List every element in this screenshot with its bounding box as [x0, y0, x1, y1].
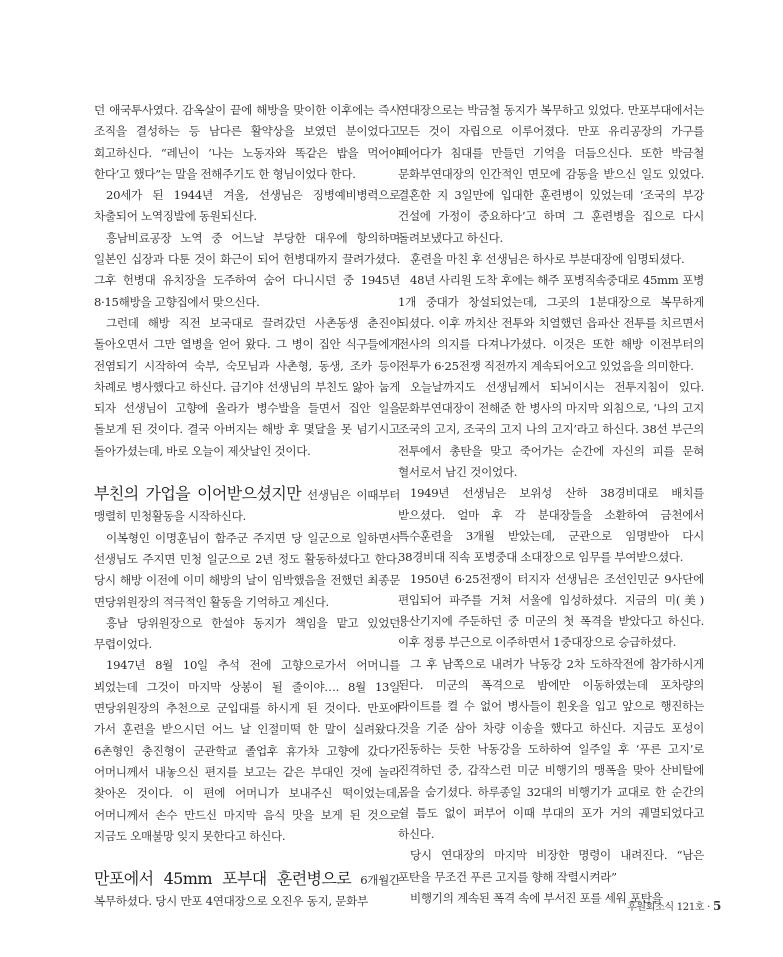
- paragraph: 1949년 선생님은 보위성 산하 38경비대로 배치를 받으셨다. 얼마 후 각 분대장들을 소환하여 금천에서 특수훈련을 3개월 받았는데, 군관으로 임명받아 다시 38경비대 직속 포병중대 소대장으로 임무를 부여받으셨다.: [398, 486, 704, 565]
- publication-name: 후원회소식 121호: [627, 902, 705, 913]
- paragraph: 48년 사리원 도착 후에는 해주 포병직속중대로 45mm 포병 1개 중대가 창설되었는데, 그곳의 1분대장으로 복무하게 되셨다. 이후 까치산 전투와 치열했던 읍파산 전투를 치르면서 전사의 의지를 다져나가셨다. 이것은 또한 해방 이전부터의 전투가 6·25전쟁 직전까지 계속되어오고 있었음을 의미한다.: [398, 273, 704, 373]
- section-lead-text: 선생님은 이때부터 맹렬히 민청활동을 시작하신다.: [94, 488, 400, 524]
- paragraph: 흥남 당위원장으로 한설야 동지가 책임을 맡고 있었던 무렵이었다.: [94, 615, 400, 652]
- paragraph: 이복형인 이명훈님이 함주군 주지면 당 일군으로 일하면서 선생님도 주지면 민청 일군으로 2년 정도 활동하셨다고 한다. 당시 해방 이전에 이미 해방의 날이 임박했음을 전했던 최종문 면당위원장의 적극적인 활동을 기억하고 계신다.: [94, 530, 400, 609]
- paragraph: 오늘날까지도 선생님께서 되뇌이시는 전투지침이 있다. 문화부연대장이 전해준 한 병사의 마지막 외침으로, ‘나의 고지 조국의 고지, 조국의 고지 나의 고지’라고 하신다. 38선 부근의 전투에서 총탄을 맞고 죽어가는 순간에 자신의 피를 문혀 혈서로서 남긴 것이었다.: [398, 379, 704, 480]
- paragraph: 20세가 된 1944년 겨울, 선생님은 징병예비병력으로 차출되어 노역징발에 동원되신다.: [94, 188, 400, 224]
- page-footer: [627, 898, 721, 913]
- right-column: [398, 100, 704, 909]
- section-heading: 부친의 가업을 이어받으셨지만: [94, 484, 302, 504]
- paragraph: 당시 연대장의 마지막 비장한 명령이 내려진다. “남은 포탄을 무조건 푸른 고지를 향해 작렬시켜라”: [398, 848, 704, 884]
- section-heading: 만포에서 45mm 포부대 훈련병으로: [94, 869, 352, 889]
- footer-separator: ·: [704, 902, 713, 913]
- left-column: [94, 100, 400, 913]
- paragraph: 던 애국투사였다. 감옥살이 끝에 해방을 맞이한 이후에는 즉시 조직을 결성하는 등 남다른 활약상을 보였던 분이었다고 회고하신다. “레닌이 ‘나는 노동자와 똑같은 밥을 먹어야 한다’고 했다”는 말을 전해주기도 한 형님이었다 한다.: [94, 103, 400, 181]
- paragraph: 1950년 6·25전쟁이 터지자 선생님은 조선인민군 9사단에 편입되어 파주를 거쳐 서울에 입성하셨다. 지금의 미(美)용산기지에 주둔하던 중 미군의 첫 폭격을 받았다고 하신다. 이후 정릉 부근으로 이주하면서 1중대장으로 승급하셨다.: [398, 571, 704, 650]
- paragraph: 흥남비료공장 노역 중 어느날 부당한 대우에 항의하며 일본인 십장과 다툰 것이 화근이 되어 헌병대까지 끌려가셨다. 그후 헌병대 유치장을 도주하여 숨어 다니시던 중 1945년 8·15해방을 고향집에서 맞으신다.: [94, 230, 400, 309]
- paragraph: 훈련을 마친 후 선생님은 하사로 부분대장에 임명되셨다.: [410, 252, 685, 267]
- paragraph: 그런데 해방 직전 보국대로 끌려갔던 사촌동생 춘진이 돌아오면서 그만 열병을 얻어 왔다. 그 병이 집안 식구들에게 전염되기 시작하여 숙부, 숙모님과 사촌형, 동생, 조카 등이 차례로 병사했다고 하신다. 급기야 선생님의 부친도 앓아 눕게 되자 선생님이 고향에 올라가 병수발을 들면서 집안 일을 돌보게 된 것이다. 결국 아버지는 해방 후 몇달을 못 넘기시고 돌아가셨는데, 바로 오늘이 제삿날인 것이다.: [94, 315, 400, 458]
- paragraph: 비행기의 계속된 폭격 속에 부서진 포를 세워 포탄을: [410, 890, 663, 905]
- paragraph: 연대장으로는 박금철 동지가 복무하고 있었다. 만포부대에서는 모든 것이 자립으로 이루어졌다. 만포 유리공장의 가구를 떼어다가 침대를 만들던 기억을 더듬으신다. 또한 박금철 문화부연대장의 인간적인 면모에 감동을 받으신 일도 있었다. 결혼한 지 3일만에 입대한 훈련병이 있었는데 ‘조국의 부강 건설에 가정이 중요하다’고 하며 그 훈련병을 집으로 다시 돌려보냈다고 하신다.: [398, 103, 704, 245]
- section-paragraph: [94, 868, 400, 913]
- page-number: 5: [712, 899, 721, 913]
- paragraph: 1947년 8월 10일 추석 전에 고향으로가서 어머니를 뵈었는데 그것이 마지막 상봉이 될 줄이야…. 8월 13일 면당위원장의 추천으로 군입대를 하시게 된 것이다. 만포에 가서 훈련을 받으시던 어느 날 인절미떡 한 말이 실려왔다. 6촌형인 충진형이 군관학교 졸업후 휴가차 고향에 갔다가 어머니께서 내놓으신 편지를 보고는 같은 부대인 것에 놀라 찾아온 것이다. 이 편에 어머니가 보내주신 떡이었는데, 어머니께서 손수 만드신 마지막 음식 맛을 보게 된 것으로 지금도 오매불망 잊지 못한다고 하신다.: [94, 658, 400, 843]
- paragraph: 그 후 남쪽으로 내려가 낙동강 2차 도하작전에 참가하시게 된다. 미군의 폭격으로 밤에만 이동하였는데 포차량의 라이트를 켤 수 없어 병사들이 흰옷을 입고 앞으로 행진하는 것을 기준 삼아 차량 이송을 했다고 하신다. 지금도 포성이 진동하는 듯한 낙동강을 도하하여 일주일 후 ‘푸른 고지’로 진격하던 중, 갑작스런 미군 비행기의 맹폭을 맞아 산비탈에 몸을 숨기셨다. 하루종일 32대의 비행기가 교대로 한 순간의 쉴 틈도 없이 퍼부어 이때 부대의 포가 거의 궤멸되었다고 하신다.: [398, 656, 704, 842]
- section-paragraph: [94, 483, 400, 528]
- section-lead-text: 6개월간 복무하셨다. 당시 만포 4연대장으로 오진우 동지, 문화부: [94, 873, 400, 909]
